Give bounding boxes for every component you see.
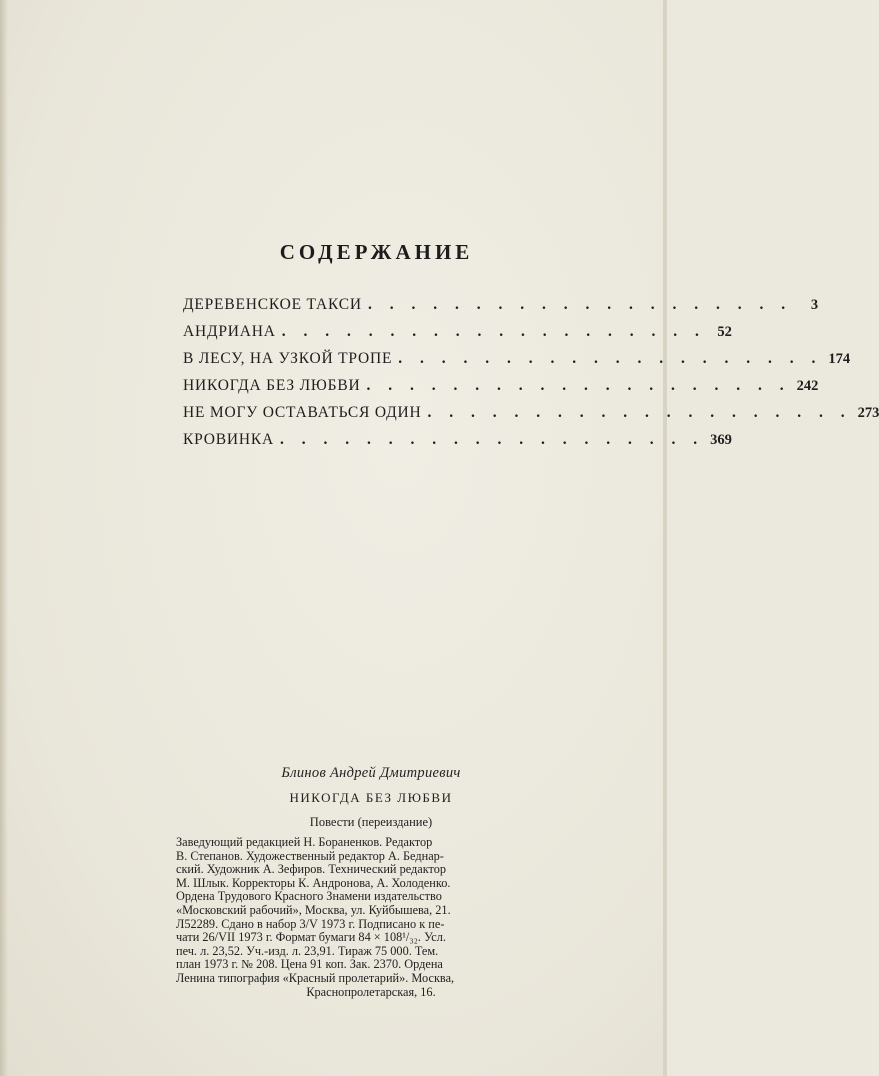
colophon-line: Краснопролетарская, 16. (306, 984, 436, 999)
toc-entry (183, 323, 732, 350)
author-name: Блинов Андрей Дмитриевич (281, 765, 461, 781)
colophon-line: Заведующий редакцией Н. Бораненков. Редактор (176, 835, 433, 849)
colophon-line: план 1973 г. № 208. Цена 91 коп. Зак. 2370. Ордена (176, 957, 443, 972)
contents-heading: СОДЕРЖАНИЕ (279, 240, 474, 264)
book-title: НИКОГДА БЕЗ ЛЮБВИ (289, 790, 453, 805)
colophon (176, 836, 566, 999)
toc-entry-title: АНДРИАНА (183, 323, 276, 340)
toc-leader-dots: . . . . . . . . . . . . . . . . . . . . (280, 431, 705, 448)
toc-entry-title: НИКОГДА БЕЗ ЛЮБВИ (183, 377, 361, 394)
colophon-line: чати 26/VII 1973 г. Формат бумаги 84 × 108¹/₃₂. Усл. (176, 930, 446, 945)
toc-entry-page: 52 (717, 324, 732, 340)
toc-entry (183, 350, 851, 377)
toc-entry (183, 404, 879, 431)
toc-entry-page: 273 (857, 405, 879, 421)
colophon-line: «Московский рабочий», Москва, ул. Куйбышева, 21. (176, 902, 451, 917)
toc-entry-title: НЕ МОГУ ОСТАВАТЬСЯ ОДИН (183, 404, 422, 421)
imprint-block (176, 765, 566, 999)
toc-leader-dots: . . . . . . . . . . . . . . . . . . . . (398, 350, 823, 367)
toc-entry (183, 296, 819, 323)
toc-leader-dots: . . . . . . . . . . . . . . . . . . . . (281, 323, 706, 340)
toc-entry-page: 174 (828, 351, 851, 367)
colophon-line: ский. Художник А. Зефиров. Технический редактор (176, 862, 447, 877)
toc-entry-title: КРОВИНКА (183, 431, 274, 448)
toc-entry-page: 369 (710, 432, 732, 448)
colophon-line: М. Шлык. Корректоры К. Андронова, А. Холоденко. (176, 875, 451, 890)
book-subtitle: Повести (переиздание) (309, 815, 433, 829)
page-binding-edge (0, 0, 8, 1076)
colophon-line: В. Степанов. Художественный редактор А. Беднар- (176, 848, 444, 863)
toc-entry (183, 377, 819, 404)
toc-entry-page: 242 (796, 378, 819, 394)
page-right-edge (663, 0, 667, 1076)
toc-leader-dots: . . . . . . . . . . . . . . . . . . . . (367, 296, 793, 313)
colophon-line: Ордена Трудового Красного Знамени издательство (176, 889, 442, 904)
toc-entry (183, 431, 732, 458)
toc-entry-title: ДЕРЕВЕНСКОЕ ТАКСИ (183, 296, 362, 313)
toc-leader-dots: . . . . . . . . . . . . . . . . . . . . (427, 404, 852, 421)
colophon-line: Л52289. Сдано в набор 3/V 1973 г. Подписано к пе- (176, 916, 445, 931)
toc-entry-page: 3 (810, 297, 819, 313)
toc-leader-dots: . . . . . . . . . . . . . . . . . . . . (366, 377, 791, 394)
colophon-line: Ленина типография «Красный пролетарий». Москва, (176, 970, 455, 985)
colophon-line: печ. л. 23,52. Уч.-изд. л. 23,91. Тираж 75 000. Тем. (176, 943, 439, 958)
toc-entry-title: В ЛЕСУ, НА УЗКОЙ ТРОПЕ (183, 350, 393, 367)
table-of-contents (183, 296, 879, 458)
